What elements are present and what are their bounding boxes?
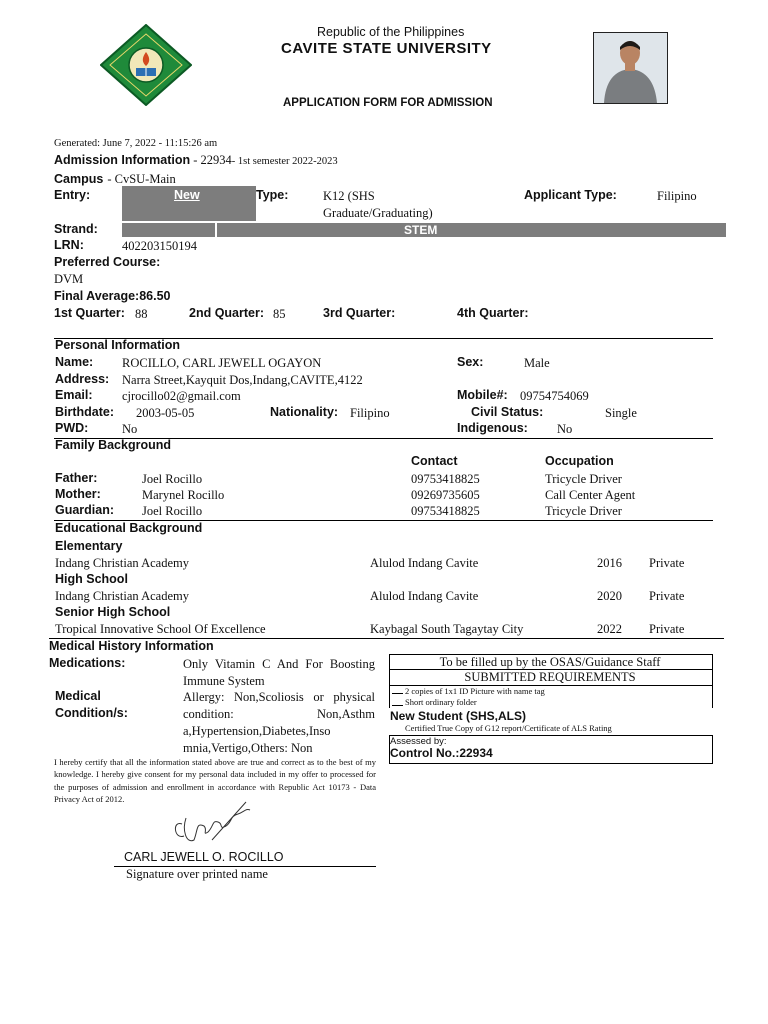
family-role: Father: bbox=[55, 471, 98, 485]
university-seal bbox=[100, 24, 192, 106]
sex-label: Sex: bbox=[457, 355, 484, 369]
q4-label: 4th Quarter: bbox=[457, 306, 529, 320]
admission-info-line bbox=[54, 151, 338, 169]
family-role: Mother: bbox=[55, 487, 101, 501]
nationality-value: Filipino bbox=[350, 406, 390, 420]
form-title: APPLICATION FORM FOR ADMISSION bbox=[283, 97, 493, 109]
campus-value: - CvSU-Main bbox=[107, 172, 176, 186]
family-contact: 09269735605 bbox=[411, 488, 480, 502]
admission-number: - 22934 bbox=[190, 153, 232, 167]
education-location: Alulod Indang Cavite bbox=[370, 556, 479, 570]
generated-timestamp: Generated: June 7, 2022 - 11:15:26 am bbox=[54, 138, 218, 149]
strand-value: STEM bbox=[404, 223, 438, 237]
medical-condition-label-1: Medical bbox=[55, 689, 101, 703]
family-contact-header: Contact bbox=[411, 454, 458, 468]
q2-label: 2nd Quarter: bbox=[189, 306, 265, 320]
education-level: Senior High School bbox=[55, 605, 171, 619]
family-role: Guardian: bbox=[55, 503, 115, 517]
requirement-item: 2 copies of 1x1 ID Picture with name tag bbox=[405, 686, 545, 696]
mobile-value: 09754754069 bbox=[520, 389, 589, 403]
q3-label: 3rd Quarter: bbox=[323, 306, 396, 320]
sex-value: Male bbox=[524, 356, 550, 370]
control-number: Control No.:22934 bbox=[390, 746, 493, 760]
signature-image bbox=[168, 800, 258, 852]
requirement-checkbox[interactable] bbox=[392, 705, 403, 706]
requirements-header: SUBMITTED REQUIREMENTS bbox=[464, 670, 636, 684]
nationality-label: Nationality: bbox=[270, 405, 339, 419]
applicant-type-value: Filipino bbox=[657, 189, 697, 203]
final-average: Final Average:86.50 bbox=[54, 289, 171, 303]
family-name: Joel Rocillo bbox=[142, 504, 203, 518]
medications-label: Medications: bbox=[49, 656, 126, 670]
education-level: Elementary bbox=[55, 539, 123, 553]
pwd-value: No bbox=[122, 422, 138, 436]
name-label: Name: bbox=[55, 355, 94, 369]
education-location: Alulod Indang Cavite bbox=[370, 589, 479, 603]
strand-value-box-left bbox=[122, 223, 215, 237]
family-name: Joel Rocillo bbox=[142, 472, 203, 486]
q1-value: 88 bbox=[135, 307, 148, 321]
applicant-photo bbox=[593, 32, 668, 104]
entry-label: Entry: bbox=[54, 188, 91, 202]
strand-value-box bbox=[217, 223, 726, 237]
family-occupation: Tricycle Driver bbox=[545, 472, 622, 486]
requirement-item: Short ordinary folder bbox=[405, 697, 477, 707]
strand-label: Strand: bbox=[54, 222, 98, 236]
education-type: Private bbox=[649, 622, 685, 636]
family-contact: 09753418825 bbox=[411, 504, 480, 518]
type-label: Type: bbox=[256, 188, 289, 202]
country-header: Republic of the Philippines bbox=[317, 25, 465, 39]
university-name: CAVITE STATE UNIVERSITY bbox=[281, 40, 492, 57]
family-occupation-header: Occupation bbox=[545, 454, 614, 468]
education-school: Tropical Innovative School Of Excellence bbox=[55, 622, 266, 636]
address-label: Address: bbox=[55, 372, 110, 386]
education-location: Kaybagal South Tagaytay City bbox=[370, 622, 524, 636]
education-year: 2016 bbox=[597, 556, 622, 570]
requirement-item: Certified True Copy of G12 report/Certificate of ALS Rating bbox=[405, 723, 612, 733]
indigenous-value: No bbox=[557, 422, 573, 436]
medical-condition-value: Allergy: Non,Scoliosis or physical condition: Non,Asthm a,Hypertension,Diabetes,Inso mnia,Vertigo,Others: Non bbox=[183, 690, 375, 755]
preferred-course-label: Preferred Course: bbox=[54, 255, 161, 269]
q1-label: 1st Quarter: bbox=[54, 306, 125, 320]
education-school: Indang Christian Academy bbox=[55, 556, 189, 570]
signature-caption: Signature over printed name bbox=[126, 867, 268, 881]
education-year: 2020 bbox=[597, 589, 622, 603]
family-name: Marynel Rocillo bbox=[142, 488, 225, 502]
education-type: Private bbox=[649, 589, 685, 603]
preferred-course-value: DVM bbox=[54, 272, 84, 286]
personal-info-heading: Personal Information bbox=[55, 338, 181, 352]
lrn-label: LRN: bbox=[54, 238, 84, 252]
lrn-value: 402203150194 bbox=[122, 239, 197, 253]
email-label: Email: bbox=[55, 388, 93, 402]
student-type: New Student (SHS,ALS) bbox=[390, 709, 527, 723]
civil-status-value: Single bbox=[605, 406, 637, 420]
education-heading: Educational Background bbox=[55, 521, 203, 535]
education-year: 2022 bbox=[597, 622, 622, 636]
indigenous-label: Indigenous: bbox=[457, 421, 528, 435]
family-occupation: Call Center Agent bbox=[545, 488, 636, 502]
certification-statement: I hereby certify that all the information stated above are true and correct as to the best of my knowledge. I hereby give consent for my personal data included in my offer to processed for the purposes of admission and enrollment in accordance with Republic Act 10173 - Data Privacy Act of 2012. bbox=[54, 757, 376, 804]
assessed-by-label: Assessed by: bbox=[390, 736, 447, 747]
family-background-heading: Family Background bbox=[55, 438, 171, 452]
medical-condition-label-2: Condition/s: bbox=[55, 706, 128, 720]
education-level: High School bbox=[55, 572, 128, 586]
education-type: Private bbox=[649, 556, 685, 570]
q2-value: 85 bbox=[273, 307, 286, 321]
mobile-label: Mobile#: bbox=[457, 388, 508, 402]
birthdate-value: 2003-05-05 bbox=[136, 406, 195, 420]
medications-value: Only Vitamin C And For Boosting Immune System bbox=[183, 657, 375, 688]
name-value: ROCILLO, CARL JEWELL OGAYON bbox=[122, 356, 322, 370]
education-school: Indang Christian Academy bbox=[55, 589, 189, 603]
family-occupation: Tricycle Driver bbox=[545, 504, 622, 518]
medical-heading: Medical History Information bbox=[49, 639, 214, 653]
type-value-line1: K12 (SHS bbox=[323, 189, 375, 203]
applicant-type-label: Applicant Type: bbox=[524, 188, 617, 202]
pwd-label: PWD: bbox=[55, 421, 89, 435]
admission-semester: - 1st semester 2022-2023 bbox=[231, 156, 338, 167]
email-value: cjrocillo02@gmail.com bbox=[122, 389, 241, 403]
birthdate-label: Birthdate: bbox=[55, 405, 115, 419]
address-value: Narra Street,Kayquit Dos,Indang,CAVITE,4122 bbox=[122, 373, 363, 387]
type-value-line2: Graduate/Graduating) bbox=[323, 206, 433, 220]
campus-label: Campus bbox=[54, 172, 104, 186]
family-contact: 09753418825 bbox=[411, 472, 480, 486]
osas-title: To be filled up by the OSAS/Guidance Staff bbox=[439, 655, 661, 669]
entry-value: New bbox=[174, 188, 200, 202]
admission-info-label: Admission Information bbox=[54, 153, 191, 167]
signatory-name: CARL JEWELL O. ROCILLO bbox=[124, 850, 284, 864]
requirement-checkbox[interactable] bbox=[392, 693, 403, 694]
civil-status-label: Civil Status: bbox=[471, 405, 544, 419]
